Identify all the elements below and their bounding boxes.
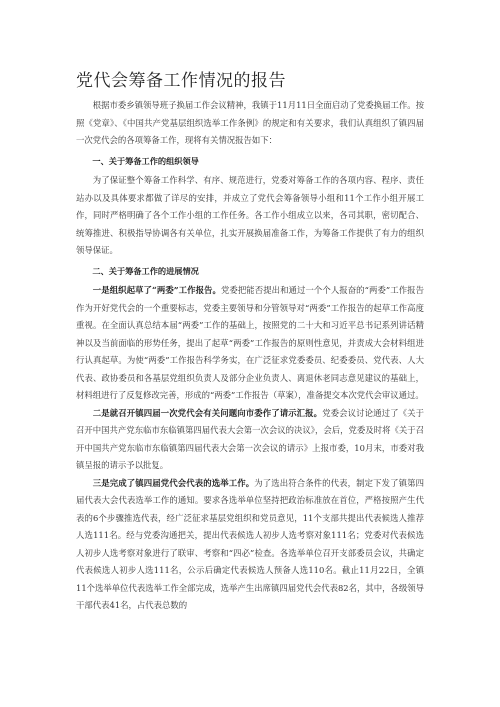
item-1-lead: 一是组织起草了“两委”工作报告。: [92, 285, 221, 295]
item-3-text: 为了选出符合条件的代表，制定下发了镇第四届代表大会代表选举工作的通知。要求各选举单位坚持把政治标准放在首位，严格按照产生代表的6个步骤推选代表，经广泛征求基层党组织和党员意见，11个支部共提出代表候选人推荐人选111名。经与党委沟通把关，提出代表候选人初步人选考察对象111名；党委对代表候选人初步人选考察对象进行了联审、考察和“四必”检查。各选举单位召开支部委员会议，共确定代表候选人初步人选111名，公示后确定代表候选人预备人选110名。截止11月22日，全镇11个选举单位代表选举工作全部完成，选举产生出席镇四届党代会代表82名，其中，各级领导干部代表41名，占代表总数的: [76, 477, 425, 610]
section-2-heading: 二、关于筹备工作的进展情况: [92, 265, 199, 276]
item-2-text: 党委会议讨论通过了《关于召开中国共产党东临市东临镇第四届代表大会第一次会议的决议》，会后，党委及时将《关于召开中国共产党东临市东临镇第四届代表大会第一次会议的请示》上报市委，10月末，市委对我镇呈报的请示予以批复。: [76, 407, 425, 470]
document-title: 党代会筹备工作情况的报告: [76, 71, 286, 91]
item-3-lead: 三是完成了镇四届党代会代表的选举工作。: [92, 477, 255, 488]
section-2-item-2: [76, 405, 424, 475]
section-2-item-1: [76, 282, 424, 405]
section-1-paragraph: 为了保证整个筹备工作科学、有序、规范进行，党委对筹备工作的各项内容、程序、责任站办以及具体要求都做了详尽的安排，并成立了党代会筹备领导小组和11个工作小组开展工作，同时严格明确了各个工作小组的工作任务。各工作小组成立以来，各司其职，密切配合、统筹推进、积极指导协调各有关单位，扎实开展换届准备工作，为筹备工作提供了有力的组织领导保证。: [76, 175, 424, 255]
section-1-heading: 一、关于筹备工作的组织领导: [92, 155, 199, 166]
item-2-lead: 二是就召开镇四届一次党代会有关问题向市委作了请示汇报。: [92, 407, 323, 418]
document-body: [76, 97, 424, 615]
section-2-item-3: [76, 475, 424, 615]
intro-paragraph: 根据市委乡镇领导班子换届工作会议精神，我镇于11月11日全面启动了党委换届工作。按照《党章》、《中国共产党基层组织选举工作条例》的规定和有关要求，我们认真组织了镇四届一次党代会的各项筹备工作，现将有关情况报告如下：: [76, 100, 424, 145]
item-1-text: 党委把能否提出和通过一个个人报奋的“两委”工作报告作为开好党代会的一个重要标志，党委主要领导和分管领导对“两委”工作报告的起草工作高度重视。在全面认真总结本届“两委”工作的基础上，按照党的二十大和习近平总书记系列讲话精神以及当前面临的形势任务，提出了起草“两委”工作报告的原则性意见，并责成大会材料组进行认真起草。为使“两委”工作报告科学务实，在广泛征求党委委员、纪委委员、党代表、人大代表、政协委员和各基层党组织负责人及部分企业负责人、离退休老同志意见建议的基础上，材料组进行了反复修改完善，形成的“两委”工作报告（草案），准备提交本次党代会审议通过。: [76, 285, 424, 400]
